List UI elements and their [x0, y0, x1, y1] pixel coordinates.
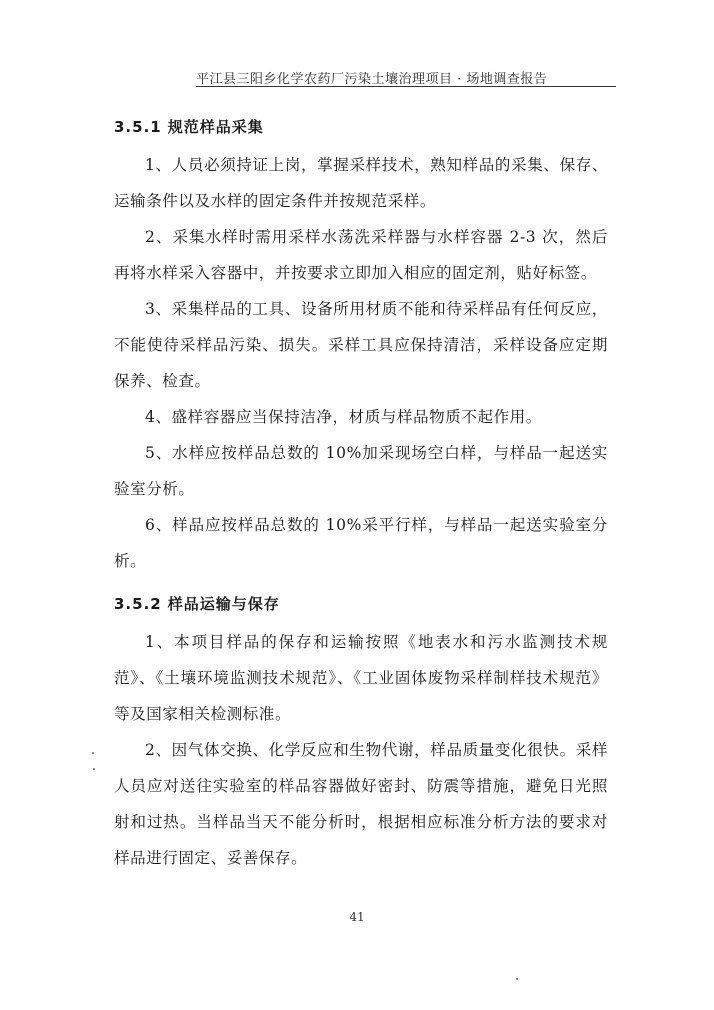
- scan-speck: [92, 752, 94, 754]
- section-title: 样品运输与保存: [167, 595, 280, 613]
- scan-speck: [93, 768, 95, 770]
- scan-speck: [516, 978, 518, 980]
- section-heading-3-5-1: [114, 116, 608, 137]
- header-rule: [196, 86, 616, 87]
- paragraph: 2、采集水样时需用采样水荡洗采样器与水样容器 2-3 次，然后再将水样采入容器中，并按要求立即加入相应的固定剂，贴好标签。: [114, 228, 608, 282]
- paragraph: 3、采集样品的工具、设备所用材质不能和待采样品有任何反应，不能使待采样品污染、损失。采样工具应保持清洁，采样设备应定期保养、检查。: [114, 300, 608, 390]
- running-header: 平江县三阳乡化学农药厂污染土壤治理项目 · 场地调查报告: [196, 72, 548, 87]
- section-title: 规范样品采集: [167, 118, 264, 136]
- page-number: 41: [349, 910, 365, 924]
- paragraph: 4、盛样容器应当保持洁净，材质与样品物质不起作用。: [145, 408, 542, 426]
- section-heading-3-5-2: [114, 593, 608, 614]
- paragraph: 1、人员必须持证上岗，掌握采样技术，熟知样品的采集、保存、运输条件以及水样的固定条件并按规范采样。: [114, 156, 608, 210]
- section-number: 3.5.1: [114, 118, 162, 136]
- paragraph: 1、本项目样品的保存和运输按照《地表水和污水监测技术规范》、《土壤环境监测技术规范》、《工业固体废物采样制样技术规范》等及国家相关检测标准。: [114, 633, 608, 723]
- paragraph: 2、因气体交换、化学反应和生物代谢，样品质量变化很快。采样人员应对送往实验室的样品容器做好密封、防震等措施，避免日光照射和过热。当样品当天不能分析时，根据相应标准分析方法的要求对样品进行固定、妥善保存。: [114, 741, 608, 867]
- page-body: [114, 108, 608, 876]
- paragraph: 5、水样应按样品总数的 10%加采现场空白样，与样品一起送实验室分析。: [114, 444, 608, 498]
- paragraph: 6、样品应按样品总数的 10%采平行样，与样品一起送实验室分析。: [114, 516, 608, 570]
- section-number: 3.5.2: [114, 595, 162, 613]
